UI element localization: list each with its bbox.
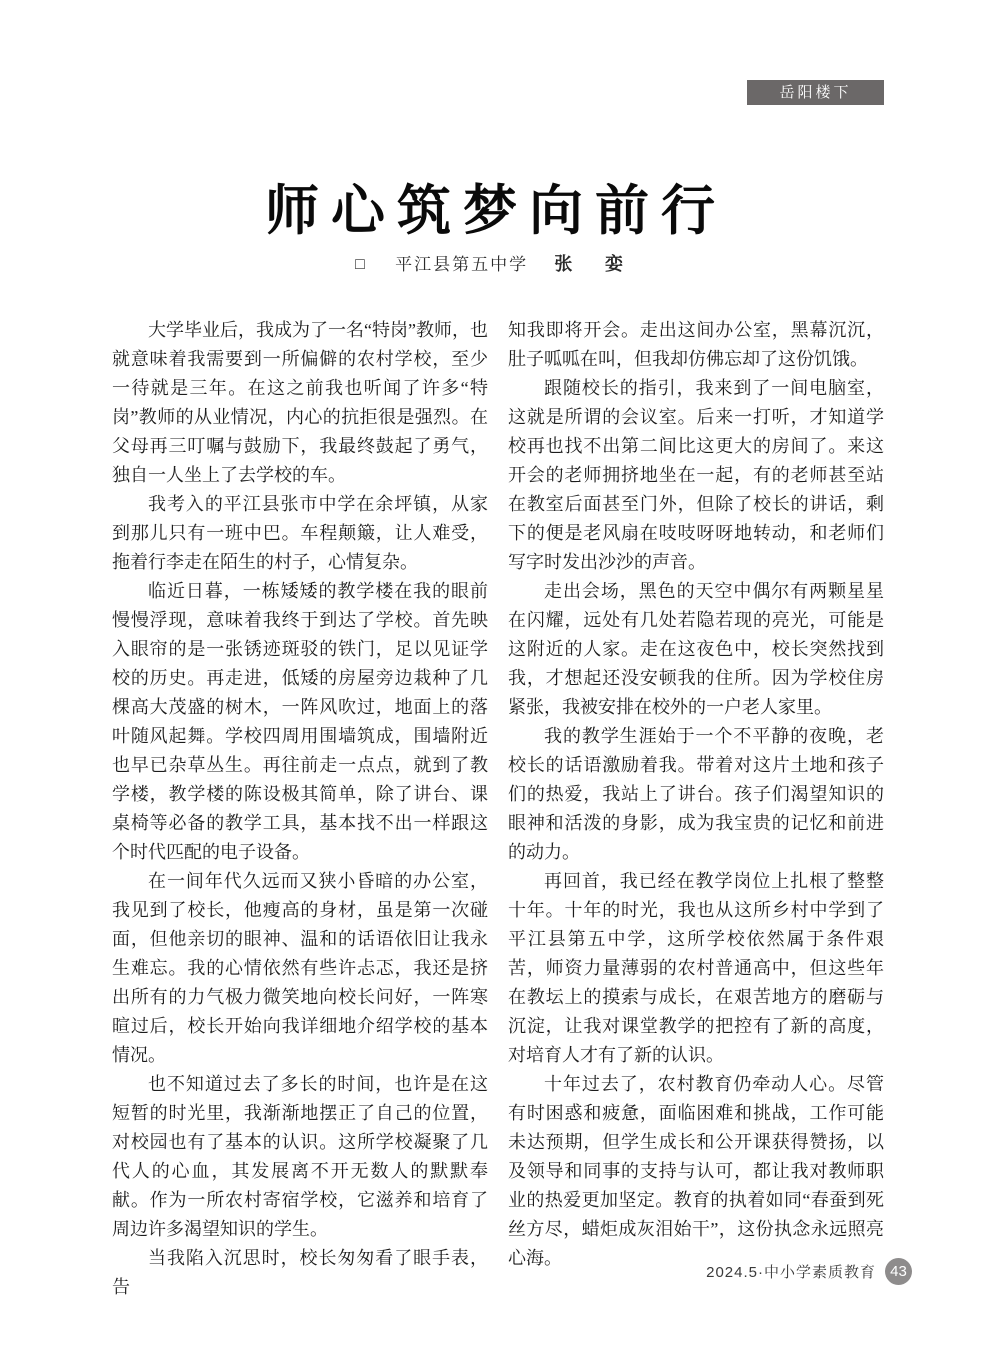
page-number-badge: 43 xyxy=(885,1258,912,1285)
byline xyxy=(0,250,992,276)
byline-square-icon: □ xyxy=(355,256,365,273)
paragraph: 再回首，我已经在教学岗位上扎根了整整十年。十年的时光，我也从这所乡村中学到了平江县第五中学，这所学校依然属于条件艰苦，师资力量薄弱的农村普通高中，但这些年在教坛上的摸索与成长，在艰苦地方的磨砺与沉淀，让我对课堂教学的把控有了新的高度，对培育人才有了新的认识。 xyxy=(508,871,884,1065)
paragraph: 临近日暮，一栋矮矮的教学楼在我的眼前慢慢浮现，意味着我终于到达了学校。首先映入眼帘的是一张锈迹斑驳的铁门，足以见证学校的历史。再走进，低矮的房屋旁边栽种了几棵高大茂盛的树木，一阵风吹过，地面上的落叶随风起舞。学校四周用围墙筑成，围墙附近也早已杂草丛生。再往前走一点点，就到了教学楼，教学楼的陈设极其简单，除了讲台、课桌椅等必备的教学工具，基本找不出一样跟这个时代匹配的电子设备。 xyxy=(112,581,488,862)
right-column xyxy=(508,316,884,1302)
paragraph: 当我陷入沉思时，校长匆匆看了眼手表，告 xyxy=(112,1248,488,1297)
paragraph: 大学毕业后，我成为了一名“特岗”教师，也就意味着我需要到一所偏僻的农村学校，至少一待就是三年。在这之前我也听闻了许多“特岗”教师的从业情况，内心的抗拒很是强烈。在父母再三叮嘱与鼓励下，我最终鼓起了勇气，独自一人坐上了去学校的车。 xyxy=(112,320,488,485)
paragraph: 也不知道过去了多长的时间，也许是在这短暂的时光里，我渐渐地摆正了自己的位置，对校园也有了基本的认识。这所学校凝聚了几代人的心血，其发展离不开无数人的默默奉献。作为一所农村寄宿学校，它滋养和培育了周边许多渴望知识的学生。 xyxy=(112,1074,488,1239)
article-body xyxy=(112,316,884,1302)
paragraph: 十年过去了，农村教育仍牵动人心。尽管有时困惑和疲惫，面临困难和挑战，工作可能未达预期，但学生成长和公开课获得赞扬，以及领导和同事的支持与认可，都让我对教师职业的热爱更加坚定。教育的执着如同“春蚕到死丝方尽，蜡炬成灰泪始干”，这份执念永远照亮心海。 xyxy=(508,1074,884,1268)
paragraph-continuation: 知我即将开会。走出这间办公室，黑幕沉沉，肚子呱呱在叫，但我却仿佛忘却了这份饥饿。 xyxy=(508,320,884,369)
paragraph: 走出会场，黑色的天空中偶尔有两颗星星在闪耀，远处有几处若隐若现的亮光，可能是这附近的人家。走在这夜色中，校长突然找到我，才想起还没安顿我的住所。因为学校住房紧张，我被安排在校外的一户老人家里。 xyxy=(508,581,884,717)
paragraph: 我的教学生涯始于一个不平静的夜晚，老校长的话语激励着我。带着对这片土地和孩子们的热爱，我站上了讲台。孩子们渴望知识的眼神和活泼的身影，成为我宝贵的记忆和前进的动力。 xyxy=(508,726,884,862)
journal-info: 2024.5·中小学素质教育 xyxy=(706,1264,876,1281)
left-column xyxy=(112,316,488,1302)
paragraph: 在一间年代久远而又狭小昏暗的办公室，我见到了校长，他瘦高的身材，虽是第一次碰面，但他亲切的眼神、温和的话语依旧让我永生难忘。我的心情依然有些许忐忑，我还是挤出所有的力气极力微笑地向校长问好，一阵寒暄过后，校长开始向我详细地介绍学校的基本情况。 xyxy=(112,871,488,1065)
page-footer xyxy=(706,1258,912,1285)
author-affiliation: 平江县第五中学 xyxy=(395,255,529,274)
section-badge: 岳阳楼下 xyxy=(747,80,884,105)
author-name: 张 娈 xyxy=(554,254,637,274)
article-title: 师心筑梦向前行 xyxy=(265,181,727,241)
paragraph: 我考入的平江县张市中学在余坪镇，从家到那儿只有一班中巴。车程颠簸，让人难受，拖着行李走在陌生的村子，心情复杂。 xyxy=(112,494,488,572)
paragraph: 跟随校长的指引，我来到了一间电脑室，这就是所谓的会议室。后来一打听，才知道学校再也找不出第二间比这更大的房间了。来这开会的老师拥挤地坐在一起，有的老师甚至站在教室后面甚至门外，但除了校长的讲话，剩下的便是老风扇在吱吱呀呀地转动，和老师们写字时发出沙沙的声音。 xyxy=(508,378,884,572)
